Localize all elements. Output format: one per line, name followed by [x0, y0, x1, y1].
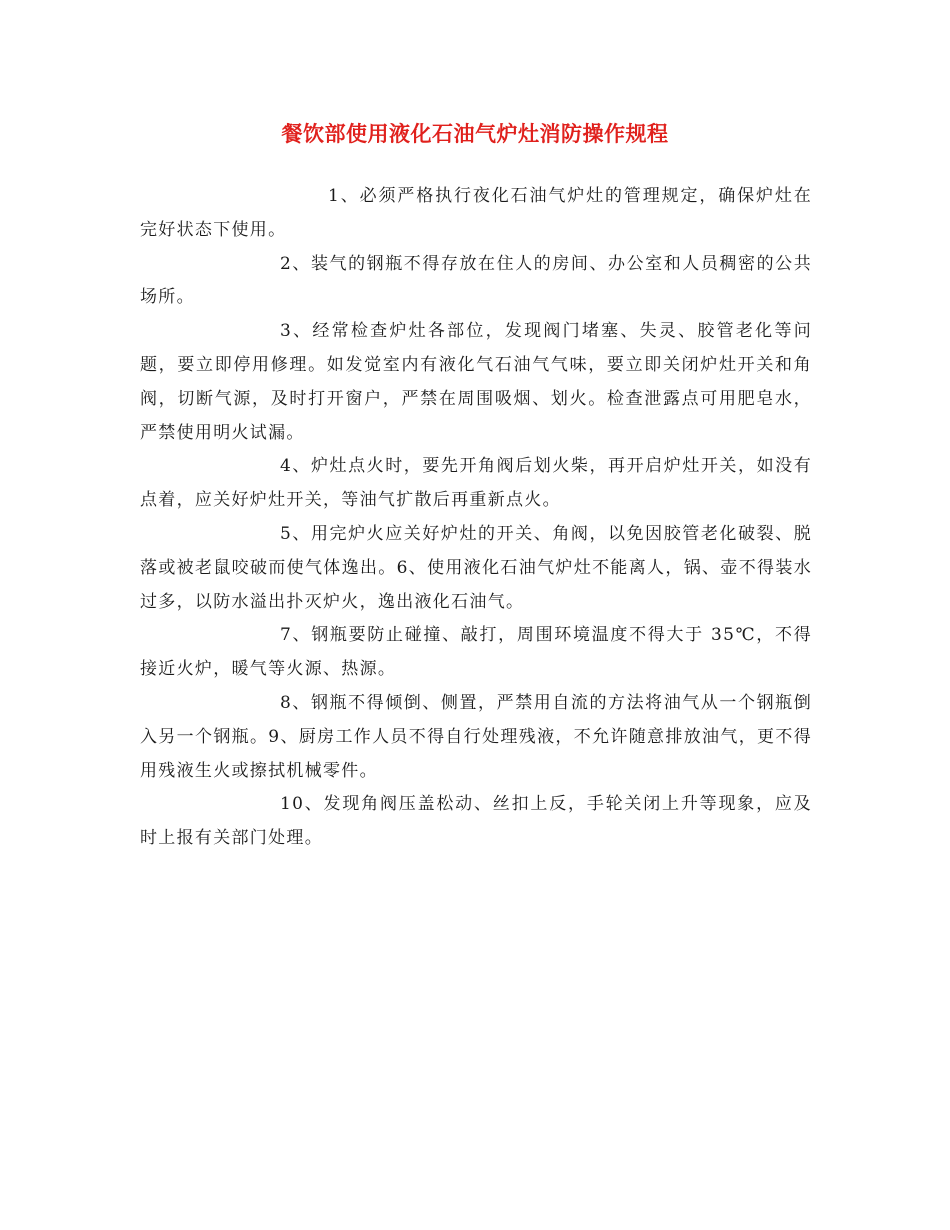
paragraph-7: 7、钢瓶要防止碰撞、敲打，周围环境温度不得大于 35℃，不得接近火炉，暖气等火源、热源。 [140, 625, 812, 680]
paragraph-1: 1、必须严格执行夜化石油气炉灶的管理规定，确保炉灶在完好状态下使用。 [140, 186, 812, 240]
document-body [140, 180, 812, 856]
paragraph-5: 5、用完炉火应关好炉灶的开关、角阀，以免因胶管老化破裂、脱落或被老鼠咬破而使气体逸出。6、使用液化石油气炉灶不能离人，锅、壶不得装水过多，以防水溢出扑灭炉火，逸出液化石油气。 [140, 523, 812, 612]
paragraph-4: 4、炉灶点火时，要先开角阀后划火柴，再开启炉灶开关，如没有点着，应关好炉灶开关，等油气扩散后再重新点火。 [140, 456, 812, 511]
paragraph-3: 3、经常检查炉灶各部位，发现阀门堵塞、失灵、胶管老化等问题，要立即停用修理。如发觉室内有液化气石油气气味，要立即关闭炉灶开关和角阀，切断气源，及时打开窗户，严禁在周围吸烟、划火。检查泄露点可用肥皂水，严禁使用明火试漏。 [140, 321, 812, 443]
paragraph-8: 8、钢瓶不得倾倒、侧置，严禁用自流的方法将油气从一个钢瓶倒入另一个钢瓶。9、厨房工作人员不得自行处理残液，不允许随意排放油气，更不得用残液生火或擦拭机械零件。 [140, 692, 812, 781]
page-title: 餐饮部使用液化石油气炉灶消防操作规程 [281, 122, 669, 146]
paragraph-10: 10、发现角阀压盖松动、丝扣上反，手轮关闭上升等现象，应及时上报有关部门处理。 [140, 794, 812, 849]
paragraph-2: 2、装气的钢瓶不得存放在住人的房间、办公室和人员稠密的公共场所。 [140, 253, 812, 308]
